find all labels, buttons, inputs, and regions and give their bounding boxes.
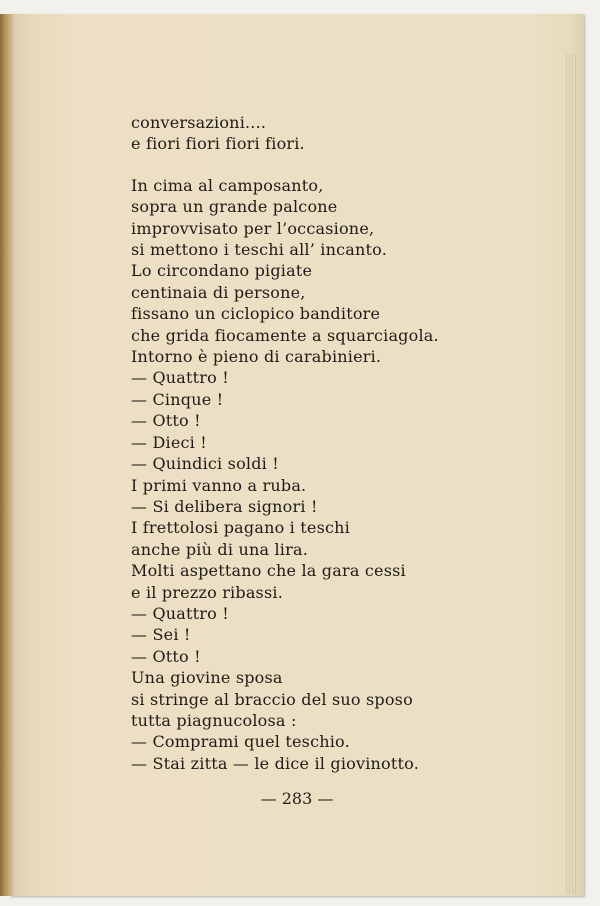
page-number: — 283 — (260, 789, 334, 808)
poem-line: si mettono i teschi all’ incanto. (131, 240, 387, 260)
poem-line: fissano un ciclopico banditore (131, 304, 381, 324)
poem-line: centinaia di persone, (131, 282, 306, 302)
poem-line: — Si delibera signori ! (131, 496, 318, 516)
poem-line: In cima al camposanto, (131, 175, 324, 195)
poem-text (131, 112, 439, 774)
poem-line: Una giovine sposa (131, 668, 283, 688)
poem-line: — Cinque ! (131, 389, 224, 409)
page-edges (566, 54, 576, 894)
poem-line: — Otto ! (131, 646, 201, 666)
poem-line: sopra un grande palcone (131, 197, 338, 217)
poem-line: — Otto ! (131, 411, 201, 431)
poem-line: Intorno è pieno di carabinieri. (131, 347, 382, 367)
poem-line: — Dieci ! (131, 432, 207, 452)
poem-line: e fiori fiori fiori fiori. (131, 134, 305, 154)
poem-line: I primi vanno a ruba. (131, 475, 307, 495)
book-spine (0, 14, 14, 896)
poem-line: I frettolosi pagano i teschi (131, 518, 350, 538)
poem-line: — Stai zitta — le dice il giovinotto. (131, 753, 419, 773)
poem-line: — Quattro ! (131, 603, 229, 623)
poem-line: Molti aspettano che la gara cessi (131, 561, 406, 581)
poem-line: — Comprami quel teschio. (131, 732, 350, 752)
stanza-break (131, 155, 431, 175)
poem-line: improvvisato per l’occasione, (131, 218, 375, 238)
poem-line: — Sei ! (131, 625, 191, 645)
poem-line: Lo circondano pigiate (131, 261, 313, 281)
poem-line: e il prezzo ribassi. (131, 582, 283, 602)
poem-line: che grida fiocamente a squarciagola. (131, 325, 439, 345)
poem-line: tutta piagnucolosa : (131, 710, 297, 730)
poem-line: — Quattro ! (131, 368, 229, 388)
poem-line: — Quindici soldi ! (131, 454, 279, 474)
poem-line: anche più di una lira. (131, 539, 309, 559)
poem-line: conversazioni.... (131, 113, 267, 132)
poem-line: si stringe al braccio del suo sposo (131, 689, 413, 709)
